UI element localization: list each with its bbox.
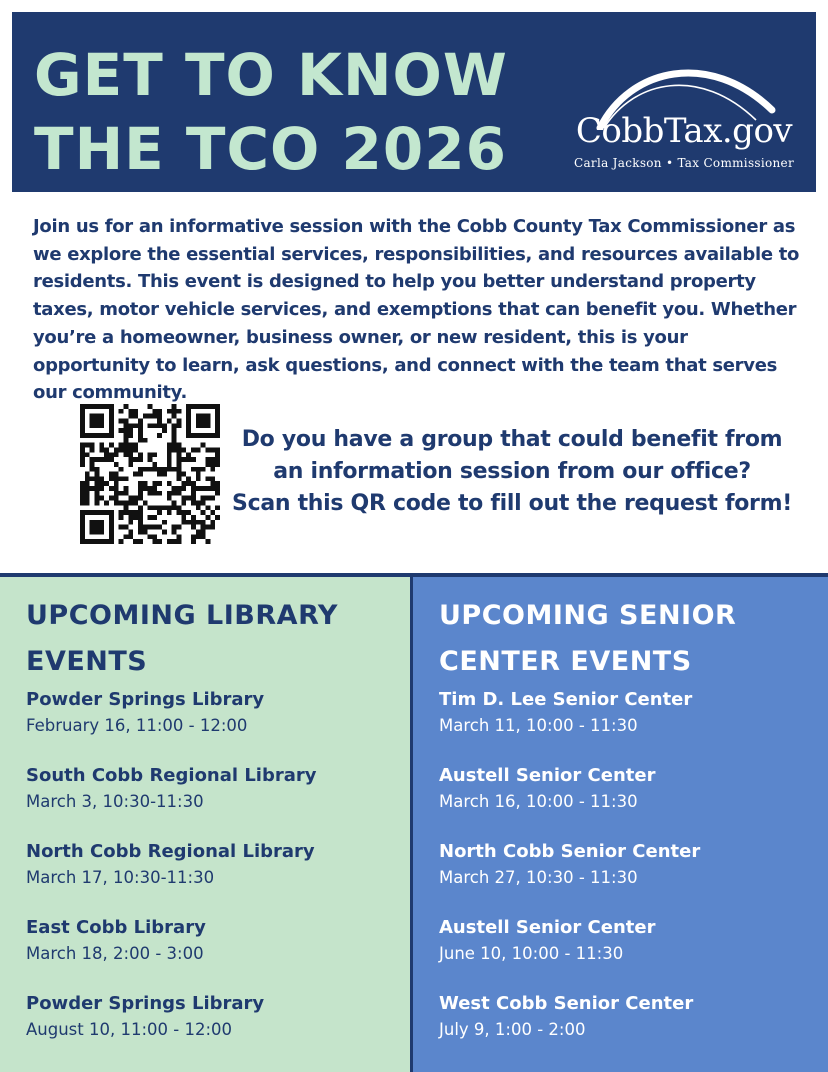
event-name: Austell Senior Center bbox=[439, 765, 656, 786]
senior-events-title: UPCOMING SENIOR CENTER EVENTS bbox=[439, 600, 737, 677]
logo-subtitle: Carla Jackson • Tax Commissioner bbox=[573, 156, 794, 170]
list-item bbox=[439, 915, 819, 991]
event-name: East Cobb Library bbox=[26, 917, 206, 938]
event-name: North Cobb Regional Library bbox=[26, 841, 315, 862]
event-name: West Cobb Senior Center bbox=[439, 993, 694, 1014]
page-title bbox=[34, 38, 508, 186]
event-date: March 3, 10:30-11:30 bbox=[26, 792, 204, 811]
list-item bbox=[439, 763, 819, 839]
qr-callout-line-2: an information session from our office? bbox=[273, 459, 751, 484]
event-date: June 10, 10:00 - 11:30 bbox=[439, 944, 624, 963]
cobbtax-logo bbox=[560, 50, 808, 176]
event-name: Powder Springs Library bbox=[26, 993, 265, 1014]
title-line-1: GET TO KNOW bbox=[34, 41, 508, 109]
list-item bbox=[439, 839, 819, 915]
qr-callout bbox=[232, 424, 792, 520]
event-date: August 10, 11:00 - 12:00 bbox=[26, 1020, 233, 1039]
qr-code[interactable] bbox=[80, 404, 220, 544]
qr-callout-line-1: Do you have a group that could benefit from bbox=[241, 427, 783, 452]
title-line-2: THE TCO 2026 bbox=[34, 115, 507, 183]
list-item bbox=[26, 839, 406, 915]
senior-events-list bbox=[439, 687, 819, 1067]
list-item bbox=[439, 991, 819, 1067]
event-name: Austell Senior Center bbox=[439, 917, 656, 938]
event-name: Powder Springs Library bbox=[26, 689, 265, 710]
event-date: July 9, 1:00 - 2:00 bbox=[439, 1020, 586, 1039]
library-events-panel bbox=[0, 573, 413, 1072]
senior-events-panel bbox=[413, 573, 828, 1072]
event-date: February 16, 11:00 - 12:00 bbox=[26, 716, 248, 735]
qr-callout-line-3: Scan this QR code to fill out the request form! bbox=[232, 491, 792, 516]
library-events-title: UPCOMING LIBRARY EVENTS bbox=[26, 600, 338, 677]
event-name: Tim D. Lee Senior Center bbox=[439, 689, 693, 710]
event-date: March 17, 10:30-11:30 bbox=[26, 868, 215, 887]
logo-wordmark: CobbTax.gov bbox=[575, 111, 793, 151]
list-item bbox=[26, 763, 406, 839]
list-item bbox=[26, 687, 406, 763]
list-item bbox=[439, 687, 819, 763]
list-item bbox=[26, 991, 406, 1067]
library-events-list bbox=[26, 687, 406, 1067]
event-date: March 18, 2:00 - 3:00 bbox=[26, 944, 204, 963]
event-name: North Cobb Senior Center bbox=[439, 841, 701, 862]
list-item bbox=[26, 915, 406, 991]
intro-paragraph: Join us for an informative session with the Cobb County Tax Commissioner as we explore the essential services, responsibilities, and resources available to residents. This event is designed to help you better understand property taxes, motor vehicle services, and exemptions that can benefit you. Whether you’re a homeowner, business owner, or new resident, this is your opportunity to learn, ask questions, and connect with the team that serves our community. bbox=[33, 216, 800, 404]
event-name: South Cobb Regional Library bbox=[26, 765, 317, 786]
event-date: March 27, 10:30 - 11:30 bbox=[439, 868, 638, 887]
event-date: March 11, 10:00 - 11:30 bbox=[439, 716, 638, 735]
header-banner bbox=[12, 12, 816, 192]
event-date: March 16, 10:00 - 11:30 bbox=[439, 792, 638, 811]
